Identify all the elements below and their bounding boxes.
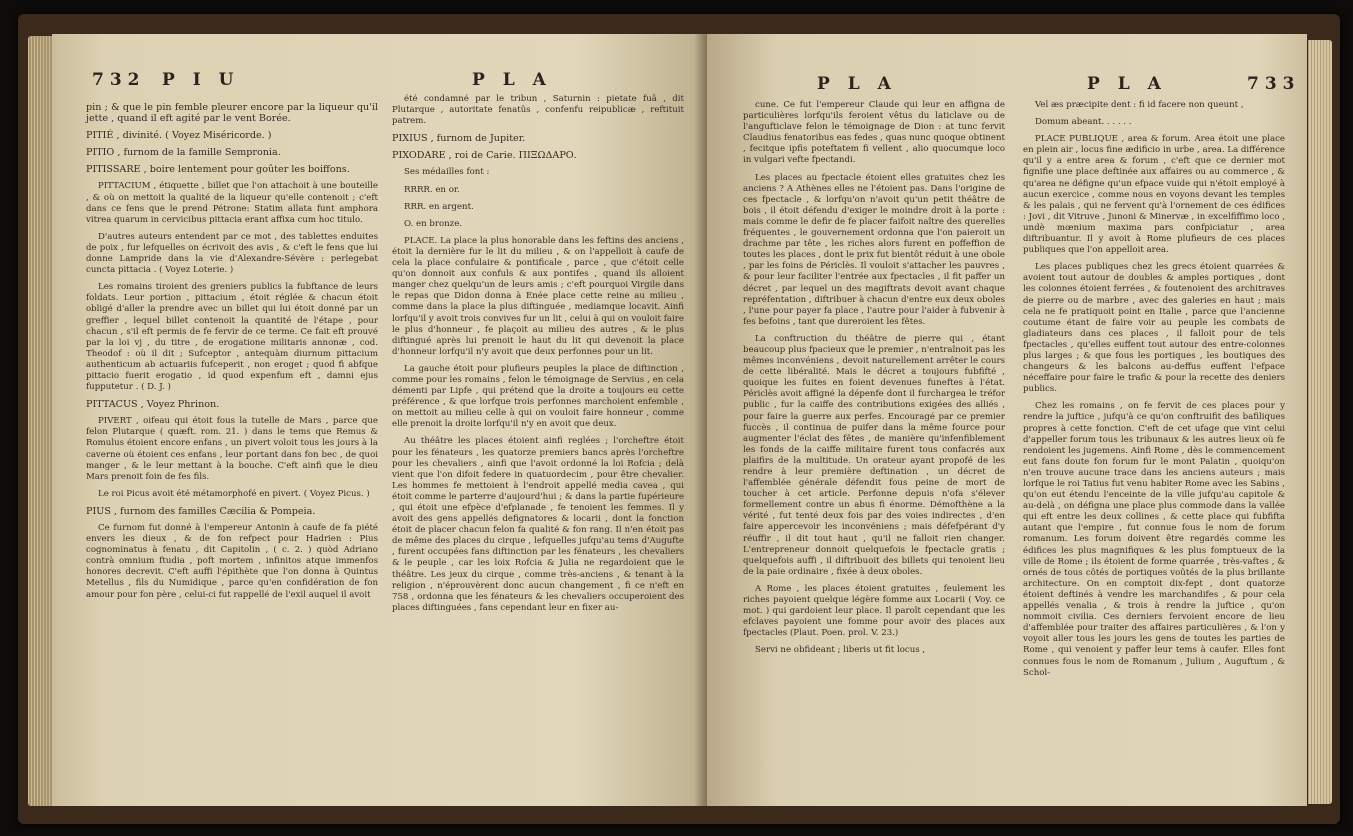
paragraph: cune. Ce fut l'empereur Claude qui leur en affigna de particulières lorfqu'ils feroient vêtus du laticlave ou de l'angufticlave felon le témoignage de Dion : at tunc fervit Claudius fenatoribus eas fedes , quas nunc quoque obtinent , fecitque ipfis poteftatem fi vellent , alio quocumque loco in vulgari vefte fpectandi. [743, 100, 1005, 166]
entry-pitissare: PITISSARE , boire lentement pour goûter les boiffons. [86, 164, 350, 176]
entry-pixodare: PIXODARE , roi de Carie. ΠΙΞΩΔΑΡΟ. [392, 150, 577, 162]
paragraph: D'autres auteurs entendent par ce mot , des tablettes enduites de poix , fur lefquelles on écrivoit des avis , & c'eft le fens que lui donne Lampride dans la vie d'Alexandre-Sévère : perlegebat cuncta pittacia . ( Voyez Loterie. ) [86, 231, 378, 276]
right-running-head-1: P L A [817, 74, 897, 94]
paragraph: Les places publiques chez les grecs étoient quarrées & avoient tout autour de doubles & amples portiques , dont les colonnes étoient ferrées , & foutenoient des architraves de pierre ou de marbre , avec des galeries en haut ; mais cela ne fe pratiquoit point en Italie , parce que l'ancienne coutume étant de faire voir au peuple les combats de gladiateurs dans ces places , il falloit pour de tels fpectacles , qu'elles euffent tout autour des entre-colonnes plus larges ; & que fous les portiques , les boutiques des changeurs & les balcons au-deffus euffent l'efpace néceffaire pour faire le trafic & pour la recette des deniers publics. [1023, 262, 1285, 395]
right-running-head-2: P L A [1087, 74, 1167, 94]
entry-pittacus: PITTACUS , Voyez Phrinon. [86, 399, 220, 411]
left-page-number: 732 [92, 70, 146, 90]
paragraph: été condamné par le tribun , Saturnin : pietate fuâ , dit Plutarque , autoritate fenatûs , confenfu reipublicæ , reftituit patrem. [392, 94, 684, 127]
paragraph: Les places au fpectacle étoient elles gratuites chez les anciens ? A Athènes elles ne l'étoient pas. Dans l'origine de ces fpectacle , & lorfqu'on n'avoit qu'un petit théâtre de bois , il étoit défendu d'exiger le moindre droit à la porte : mais comme le defir de fe placer faifoit naître des querelles fréquentes , le gouvernement ordonna que l'on paieroit un drachme par tête , les riches alors furent en poffeffion de toutes les places , dont le prix fut bientôt réduit à une obole , par les foins de Périclès. Il vouloit s'attacher les pauvres , & pour leur faciliter l'entrée aux fpectacles , il fit paffer un décret , par lequel un des magiftrats devoit avant chaque repréfentation , diftribuer à chacun d'entre eux deux oboles , l'une pour payer fa place , l'autre pour l'aider à fubvenir à fes befoins , tant que dureroient les fêtes. [743, 172, 1005, 327]
verse: Vel æs præcipite dent : fi id facere non queunt , [1035, 100, 1244, 110]
entry-pixius: PIXIUS , furnom de Jupiter. [392, 133, 526, 145]
verse: Domum abeant. . . . . . [1035, 117, 1132, 128]
entry-place: PLACE. La place la plus honorable dans les feftins des anciens , étoit la dernière fur le lit du milieu , & on l'appelloit à caufe de cela la place confulaire & pontificale , parce , que c'étoit celle qu'on donnoit aux confuls & aux pontifes , quand ils alloient manger chez quelqu'un de leurs amis ; c'eft pourquoi Virgile dans le repas que Didon donna à Enée place cette reine au milieu , comme dans la place la plus diftinguée , mediamque locavit. Ainfi lorfqu'il y avoit trois convives fur un lit , celui à qui on vouloit faire le plus d'honneur , fe plaçoit au milieu des autres , & le plus diftingué après lui prenoit le haut du lit qui devenoit la place d'honneur lorfqu'il n'y avoit que deux perfonnes pour un lit. [392, 235, 684, 357]
paragraph: Le roi Picus avoit été métamorphofé en pivert. ( Voyez Picus. ) [98, 488, 370, 499]
left-page-edges [28, 36, 54, 806]
right-page [707, 34, 1307, 806]
entry-pittacium: PITTACIUM , étiquette , billet que l'on attachoit à une bouteille , & où on mettoit la qualité de la liqueur qu'elle contenoit ; c'eft dans ce fens que le prend Pétrone: Statim allata funt amphora vitrea quarum in cervicibus pittacia erant affixa cum hoc titulo. [86, 181, 378, 225]
paragraph: RRR. en argent. [404, 201, 474, 212]
open-book [18, 14, 1340, 824]
paragraph: pin ; & que le pin femble pleurer encore par la liqueur qu'il jette , quand il eft agité par le vent Borée. [86, 102, 378, 125]
left-page [52, 34, 707, 806]
paragraph: RRRR. en or. [404, 184, 460, 195]
left-running-head-2: P L A [472, 70, 552, 90]
paragraph: La conftruction du théâtre de pierre qui , étant beaucoup plus fpacieux que le premier , n'entraînoit pas les mêmes inconvéniens , devoit naturellement arrêter le cours de cette libéralité. Mais le décret a toujours fubfifté , quoique les fuites en foient devenues funeftes à l'état. Périclès avoit affigné la dépenfe dont il furchargea le tréfor public , fur la caiffe des contributions exigées des alliés , pour faire la guerre aux perfes. Encouragé par ce premier fuccès , il continua de puifer dans la même fource pour augmenter l'éclat des fêtes , de manière qu'infenfiblement les fonds de la caiffe militaire furent tous confacrés aux plaifirs de la multitude. Un orateur ayant propofé de les rendre à leur première deftination , un décret de l'affemblée générale défendit fous peine de mort de toucher à cet article. Perfonne depuis n'ofa s'élever formellement contre un abus fi énorme. Démofthène a la vérité , fut tenté deux fois par des voies indirectes , d'en faire appercevoir les inconvéniens ; mais défefpérant d'y réuffir , il dit tout haut , qu'il ne falloit rien changer. L'entrepreneur donnoit quelquefois le fpectacle gratis ; quelquefois auffi , il diftribuoit des billets qui tenoient lieu de la paie ordinaire , fixée à deux oboles. [743, 333, 1005, 577]
right-column-1 [743, 100, 1005, 802]
entry-place-publique: PLACE PUBLIQUE , area & forum. Area étoit une place en plein air , locus fine ædificio in urbe , area. La différence qu'il y a entre area & forum , c'eft que ce dernier mot fignifie une place deftinée aux affaires ou au commerce , & qu'area ne défigne qu'un efpace vuide qui n'étoit employé à aucun exercice , comme nous en voyons devant les temples & les palais , qui ne fervent qu'à l'ornement de ces édifices : Jovi , dit Vitruve , Junoni & Minervæ , in excelfiffimo loco , undè mœnium maxima pars confpiciatur , area diftribuantur. Il y avoit à Rome plufieurs de ces places publiques que l'on appelloit area. [1023, 134, 1285, 256]
verse: Servi ne obfideant ; liberis ut fit locus , [755, 645, 926, 656]
paragraph: Au théâtre les places étoient ainfi reglées ; l'orcheftre étoit pour les fénateurs , les quatorze premiers bancs après l'orcheftre pour les chevaliers , ainfi que l'avoit ordonné la loi Rofcia ; delà vient que l'on difoit federe in quatuordecim , pour être chevalier. Les hommes fe mettoient à l'endroit appellé media cavea , qui étoit comme le parterre d'aujourd'hui ; & dans la partie fupérieure , qui étoit une efpèce d'efplanade , fe tenoient les femmes. Il y avoit des gens appellés defignatores & locarii , dont la fonction étoit de placer chacun felon fa qualité & fon rang. Il n'en étoit pas de même des places du cirque , lefquelles jufqu'au tems d'Augufte , furent occupées fans diftinction par les fénateurs , les chevaliers & le peuple , car les loix Rofcia & Julia ne regardoient que le théâtre. Les jeux du cirque , comme très-anciens , & tenant à la religion , n'éprouvèrent donc aucun changement , fi ce n'eft en 758 , ordonna que les fénateurs & les chevaliers occuperoient des places diftinguées , fans cependant leur en fixer au- [392, 436, 684, 613]
left-column-1 [86, 102, 378, 802]
entry-pitie: PITIÉ , divinité. ( Voyez Miséricorde. ) [86, 130, 272, 142]
paragraph: A Rome , les places étoient gratuites , feulement les riches payoient quelque légère fomme aux Locarii ( Voy. ce mot. ) qui gardoient leur place. Il paroît cependant que les efclaves payoient une fomme pour avoir des places aux fpectacles (Plaut. Poen. prol. V. 23.) [743, 583, 1005, 639]
paragraph: O. en bronze. [404, 218, 463, 229]
paragraph: Chez les romains , on fe fervit de ces places pour y rendre la juftice , jufqu'à ce qu'on conftruifit des bafiliques propres à cette fonction. C'eft de cet ufage que vint celui d'appeller forum tous les tribunaux & les autres lieux où fe rendoient les jugemens. Ainfi Rome , dès le commencement eut fans doute fon forum fur le mont Palatin , quoiqu'on n'en trouve aucune trace dans les anciens auteurs ; mais lorfque le roi Tatius fut venu habiter Rome avec les Sabins , qu'on eut étendu l'enceinte de la ville jufqu'au capitole & au-delà , on défigna une place plus commode dans la vallée qui eft entre les deux collines , & cette place qui fubfifta autant que l'empire , fut connue fous le nom de forum romanum. Les forum doivent être regardés comme les édifices les plus magnifiques & les plus fomptueux de la ville de Rome ; ils étoient de forme quarrée , très-vaftes , & ornés de tous côtés de portiques voûtés de la plus brillante architecture. On en comptoit dix-fept , dont quatorze étoient deftinés à vendre les marchandifes , & pour cela appellés venalia , & trois à rendre la juftice , qu'on nommoit civilia. Ces derniers fervoient encore de lieu d'affemblée pour traiter des affaires particulières , & l'on y voyoit aller tous les jours les gens de toutes les parties de Rome , qui venoient y paffer leur tems à caufer. Elles font connues fous le nom de Romanum , Julium , Auguftum , & Schol- [1023, 401, 1285, 678]
right-page-number: 733 [1247, 74, 1301, 94]
right-page-edges [1308, 40, 1332, 804]
left-running-head-1: P I U [162, 70, 240, 90]
entry-pivert: PIVERT , oifeau qui étoit fous la tutelle de Mars , parce que felon Plutarque ( quæft. rom. 21. ) dans le tems que Remus & Romulus étoient encore enfans , un pivert voloit tous les jours à la caverne où étoient ces enfans , leur portant dans fon bec , de quoi manger , & le leur mettant à la bouche. C'eft ainfi que le dieu Mars prenoit foin de fes fils. [86, 416, 378, 482]
paragraph: Ce furnom fut donné à l'empereur Antonin à caufe de fa piété envers les dieux , & de fon refpect pour Hadrien : Pius cognominatus à fenatu , dit Capitolin , ( c. 2. ) quòd Adriano contrà omnium ftudia , poft mortem , infinitos atque immenfos honores decrevit. C'eft auffi l'épithète que l'on donna à Quintus Metellus , fils du Numidique , parce qu'en confidération de fon amour pour fon père , celui-ci fut rappellé de l'exil auquel il avoit [86, 523, 378, 600]
entry-pius: PIUS , furnom des familles Cæcilia & Pompeia. [86, 505, 316, 517]
paragraph: Ses médailles font : [404, 167, 490, 178]
paragraph: Les romains tiroient des greniers publics la fubftance de leurs foldats. Leur portion , pittacium , étoit réglée & chacun étoit obligé d'aller la prendre avec un billet qui lui étoit donné par un greffier , lequel billet contenoit la quantité de l'étape , pour chacun , s'il eft permis de fe fervir de ce terme. Ce fait eft prouvé par la loi vj , du titre , de erogatione militaris annonæ , cod. Theodof : où il dit ; Sufceptor , antequàm diurnum pittacium authenticum ab actuariis fufceperit , non eroget ; quod fi abfque pittacio fuerit erogatio , id quod expenfum eft , damni ejus fupputetur . ( D. J. ) [86, 282, 378, 393]
paragraph: La gauche étoit pour plufieurs peuples la place de diftinction , comme pour les romains , felon le témoignage de Servius , en cela démenti par Lipfe , qui prétend que la droite a toujours eu cette préférence , & que lorfque trois perfonnes marchoient enfemble , on mettoit au milieu celle à qui on vouloit faire honneur , comme elle prenoit la droite lorfqu'il n'y en avoit que deux. [392, 363, 684, 430]
right-column-2 [1023, 100, 1285, 802]
entry-pitio: PITIO , furnom de la famille Sempronia. [86, 147, 281, 159]
left-column-2 [392, 94, 684, 802]
